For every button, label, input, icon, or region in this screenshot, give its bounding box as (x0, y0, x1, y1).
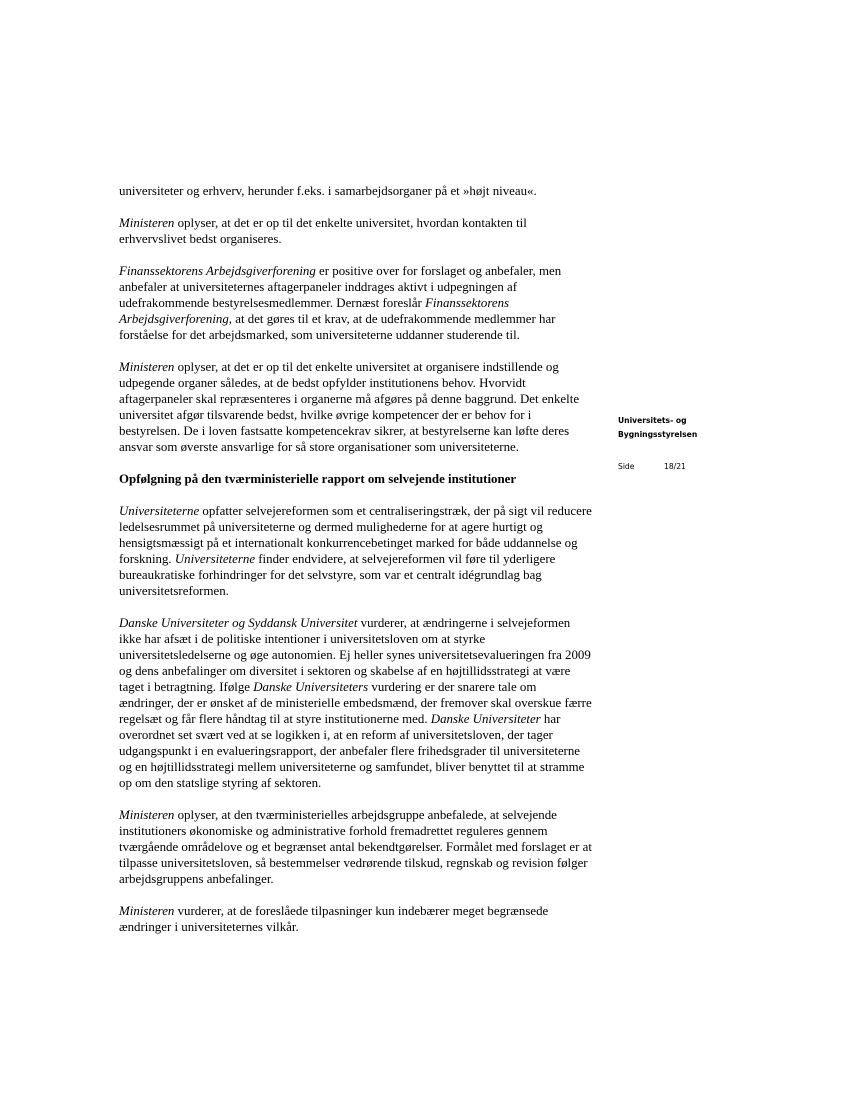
paragraph-2-text: oplyser, at det er op til det enkelte universitet, hvordan kontakten til erhvervslivet bedst organiseres. (119, 216, 527, 246)
paragraph-3-text: er positive over for forslaget og anbefaler, men anbefaler at universiteternes aftagerpaneler inddrages aktivt i udpegningen af udefrakommende bestyrelsesmedlemmer. Dernæst foreslår (119, 264, 562, 310)
section-heading: Opfølgning på den tværministerielle rapport om selvejende institutioner (119, 472, 517, 486)
paragraph-3-reference: Finanssektorens Arbejdsgiverforening (119, 296, 510, 326)
paragraph-8-text: vurderer, at de foreslåede tilpasninger kun indebærer meget begrænsede ændringer i universiteternes vilkår. (119, 904, 549, 934)
paragraph-5-text: opfatter selvejereformen som et centraliseringstræk, der på sigt vil reducere ledelsesrummet på universiteterne og dermed mulighederne for at agere hurtigt og hensigtsmæssigt på et internationalt konkurrencebetinget marked for både uddannelse og forskning. (119, 504, 592, 566)
paragraph-5 (119, 503, 594, 599)
paragraph-7-lead: Ministeren (119, 808, 175, 822)
paragraph-5-lead: Universiteterne (119, 504, 200, 518)
paragraph-4 (119, 359, 594, 455)
paragraph-3-text-end: , at det gøres til et krav, at de udefrakommende medlemmer har forståelse for det arbejdsmarked, som universiteterne uddanner studerende til. (119, 312, 556, 342)
paragraph-6-text: vurderer, at ændringerne i selvejeformen ikke har afsæt i de politiske intentioner i universitetsloven om at styrke universitetsledelserne og øge autonomien. Ej heller synes universitetsevalueringen fra 2009 og dens anbefalinger om diversitet i sektoren og skabelse af en højtillidsstrategi at være taget i betragtning. Ifølge (119, 616, 591, 694)
paragraph-5-reference: Universiteterne (174, 552, 256, 566)
org-name-line-1: Universitets- og (618, 416, 687, 425)
paragraph-2-lead: Ministeren (119, 216, 175, 230)
page-label: Side (618, 462, 635, 471)
paragraph-6-text-end: har overordnet set svært ved at se logikken i, at en reform af universitetsloven, der tager udgangspunkt i en evalueringsrapport, der anbefaler flere frihedsgrader til universiteterne og en højtillidsstrategi mellem universiteterne og samfundet, bliver benyttet til at stramme op om den statslige styring af sektoren. (119, 712, 585, 790)
paragraph-8-lead: Ministeren (119, 904, 175, 918)
paragraph-6-reference-1: Danske Universiteters (253, 680, 369, 694)
paragraph-7-text: oplyser, at den tværministerielles arbejdsgruppe anbefalede, at selvejende institutioners økonomiske og administrative forhold fremadrettet reguleres gennem tværgående områdelove og et begrænset antal bekendtgørelser. Formålet med forslaget er at tilpasse universitetsloven, så bestemmelser vedrørende tilskud, regnskab og revision følger arbejdsgruppens anbefalinger. (119, 808, 592, 886)
paragraph-3-lead: Finanssektorens Arbejdsgiverforening (119, 264, 316, 278)
paragraph-7 (119, 807, 594, 887)
paragraph-4-text: oplyser, at det er op til det enkelte universitet at organisere indstillende og udpegende organer således, at de bedst opfylder institutionens behov. Hvorvidt aftagerpaneler skal repræsenteres i organerne må afgøres på denne baggrund. Det enkelte universitet afgør tilsvarende bedst, hvilke øvrige kompetencer der er behov for i bestyrelsen. De i loven fastsatte kompetencekrav sikrer, at bestyrelserne kan løfte deres ansvar som øverste ansvarlige for så store organisationer som universiteterne. (119, 360, 580, 454)
page-info (618, 460, 758, 474)
paragraph-1 (119, 183, 594, 199)
document-body (119, 183, 594, 951)
paragraph-8 (119, 903, 594, 935)
paragraph-3 (119, 263, 594, 343)
org-name-line-2: Bygningsstyrelsen (618, 430, 698, 439)
paragraph-5-text-end: finder endvidere, at selvejereformen vil føre til yderligere bureaukratiske forhindringer for det selvstyre, som var et centralt idégrundlag bag universitetsreformen. (119, 552, 556, 598)
paragraph-1-text: universiteter og erhverv, herunder f.eks. i samarbejdsorganer på et »højt niveau«. (119, 184, 537, 198)
paragraph-2 (119, 215, 594, 247)
paragraph-6-lead: Danske Universiteter og Syddansk Universitet (119, 616, 358, 630)
paragraph-6 (119, 615, 594, 791)
paragraph-6-reference-2: Danske Universiteter (430, 712, 541, 726)
sidebar (618, 414, 758, 474)
paragraph-6-text-2: vurdering er der snarere tale om ændringer, der er ønsket af de ministerielle embedsmænd, der fremover skal overskue færre regelsæt og får flere håndtag til at styre institutionerne med. (119, 680, 592, 726)
paragraph-4-lead: Ministeren (119, 360, 175, 374)
page-number: 18/21 (664, 462, 686, 471)
